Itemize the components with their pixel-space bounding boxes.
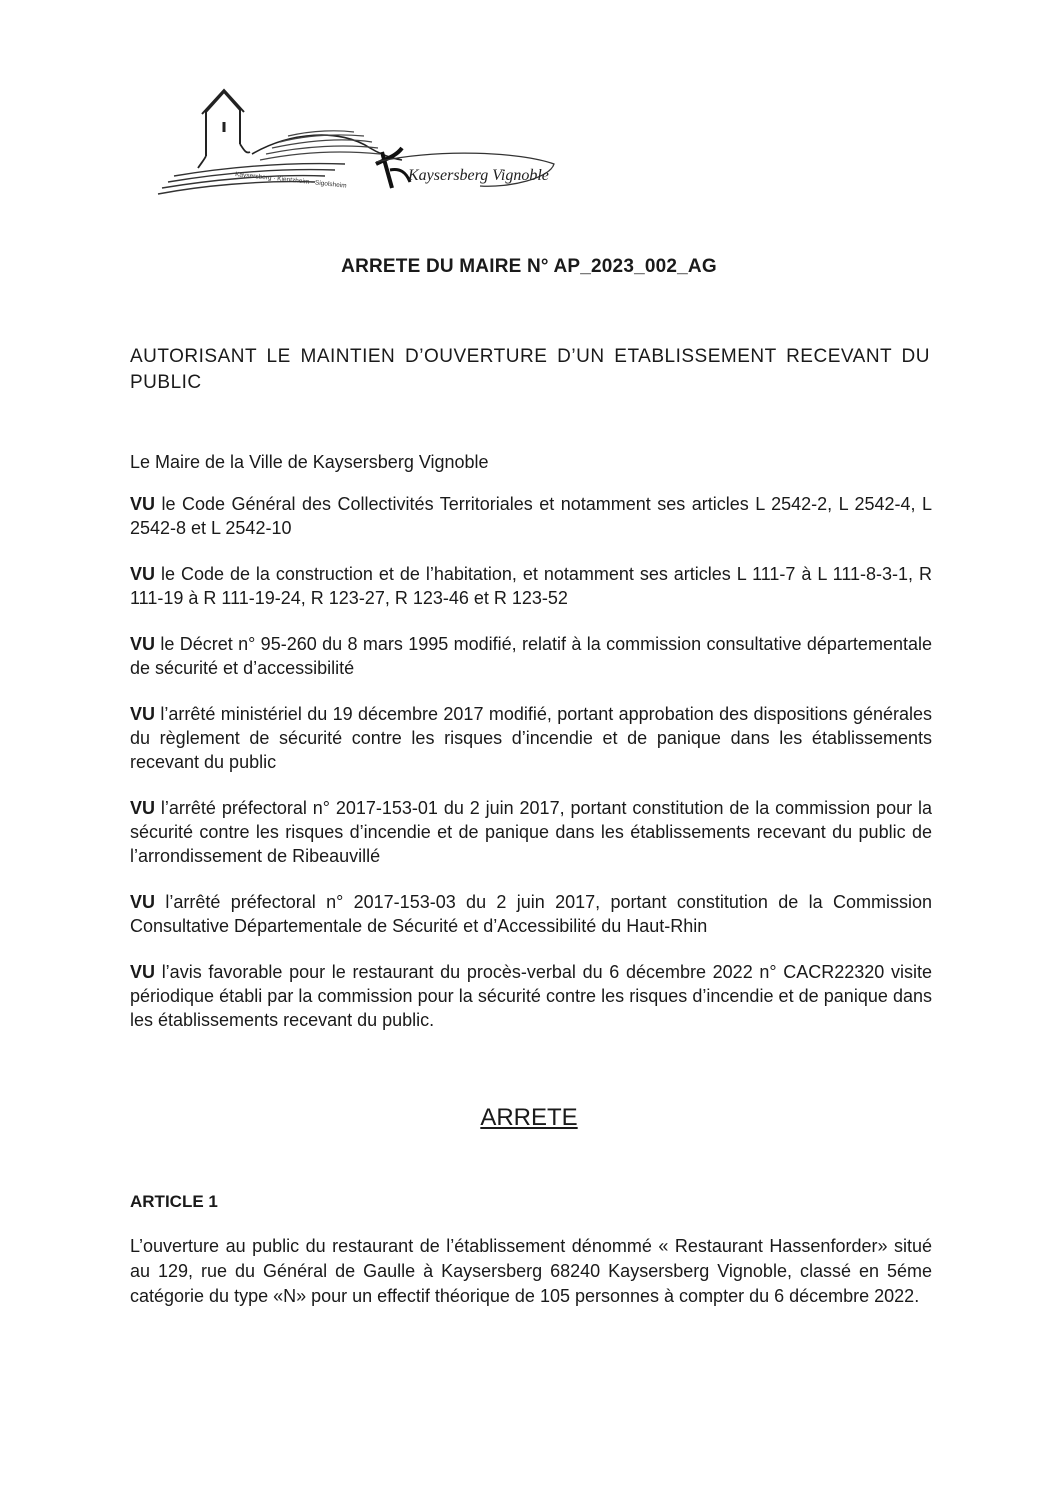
- considerant-item: [130, 796, 932, 868]
- considerant-text: le Décret n° 95-260 du 8 mars 1995 modifié, relatif à la commission consultative départementale de sécurité et d’accessibilité: [130, 634, 932, 678]
- considerant-item: [130, 492, 932, 540]
- logo-brand-text: Kaysersberg Vignoble: [408, 167, 549, 184]
- vu-prefix: VU: [130, 494, 156, 514]
- logo-drawing: [140, 78, 560, 208]
- vu-prefix: VU: [130, 798, 156, 818]
- vu-prefix: VU: [130, 704, 156, 724]
- vu-prefix: VU: [130, 564, 156, 584]
- considerant-text: l’arrêté ministériel du 19 décembre 2017 modifié, portant approbation des dispositions générales du règlement de sécurité contre les risques d’incendie et de panique dans les établissements recevant du public: [130, 704, 932, 772]
- considerant-item: [130, 960, 932, 1032]
- considerant-text: l’avis favorable pour le restaurant du procès-verbal du 6 décembre 2022 n° CACR22320 visite périodique établi par la commission pour la sécurité contre les risques d’incendie et de panique dans les établissements recevant du public.: [130, 962, 932, 1030]
- considerant-item: [130, 632, 932, 680]
- considerant-text: l’arrêté préfectoral n° 2017-153-03 du 2 juin 2017, portant constitution de la Commission Consultative Départementale de Sécurité et d’Accessibilité du Haut-Rhin: [130, 892, 932, 936]
- considerant-item: [130, 562, 932, 610]
- mayor-intro: Le Maire de la Ville de Kaysersberg Vignoble: [130, 452, 489, 472]
- considerant-item: [130, 702, 932, 774]
- vu-prefix: VU: [130, 892, 156, 912]
- logo-villages-text: Kaysersberg · Kientzheim · Sigolsheim: [234, 171, 347, 190]
- considerant-text: le Code Général des Collectivités Territoriales et notamment ses articles L 2542-2, L 2542-4, L 2542-8 et L 2542-10: [130, 494, 932, 538]
- considerant-text: le Code de la construction et de l’habitation, et notamment ses articles L 111-7 à L 111-8-3-1, R 111-19 à R 111-19-24, R 123-27, R 123-46 et R 123-52: [130, 564, 932, 608]
- considerant-item: [130, 890, 932, 938]
- article-1-body: L’ouverture au public du restaurant de l’établissement dénommé « Restaurant Hassenforder» situé au 129, rue du Général de Gaulle à Kaysersberg 68240 Kaysersberg Vignoble, classé en 5éme catégorie du type «N» pour un effectif théorique de 105 personnes à compter du 6 décembre 2022.: [130, 1236, 932, 1306]
- decree-subtitle: AUTORISANT LE MAINTIEN D’OUVERTURE D’UN ETABLISSEMENT RECEVANT DU PUBLIC: [130, 346, 930, 393]
- vu-prefix: VU: [130, 634, 156, 654]
- vu-prefix: VU: [130, 962, 156, 982]
- arrete-heading: ARRETE: [480, 1104, 578, 1131]
- article-1-title: ARTICLE 1: [130, 1192, 218, 1211]
- municipality-logo: [140, 78, 560, 208]
- considerants-list: [130, 492, 932, 1054]
- decree-title: ARRETE DU MAIRE N° AP_2023_002_AG: [341, 256, 717, 277]
- considerant-text: l’arrêté préfectoral n° 2017-153-01 du 2 juin 2017, portant constitution de la commission pour la sécurité contre les risques d’incendie et de panique dans les établissements recevant du public de l’arrondissement de Ribeauvillé: [130, 798, 932, 866]
